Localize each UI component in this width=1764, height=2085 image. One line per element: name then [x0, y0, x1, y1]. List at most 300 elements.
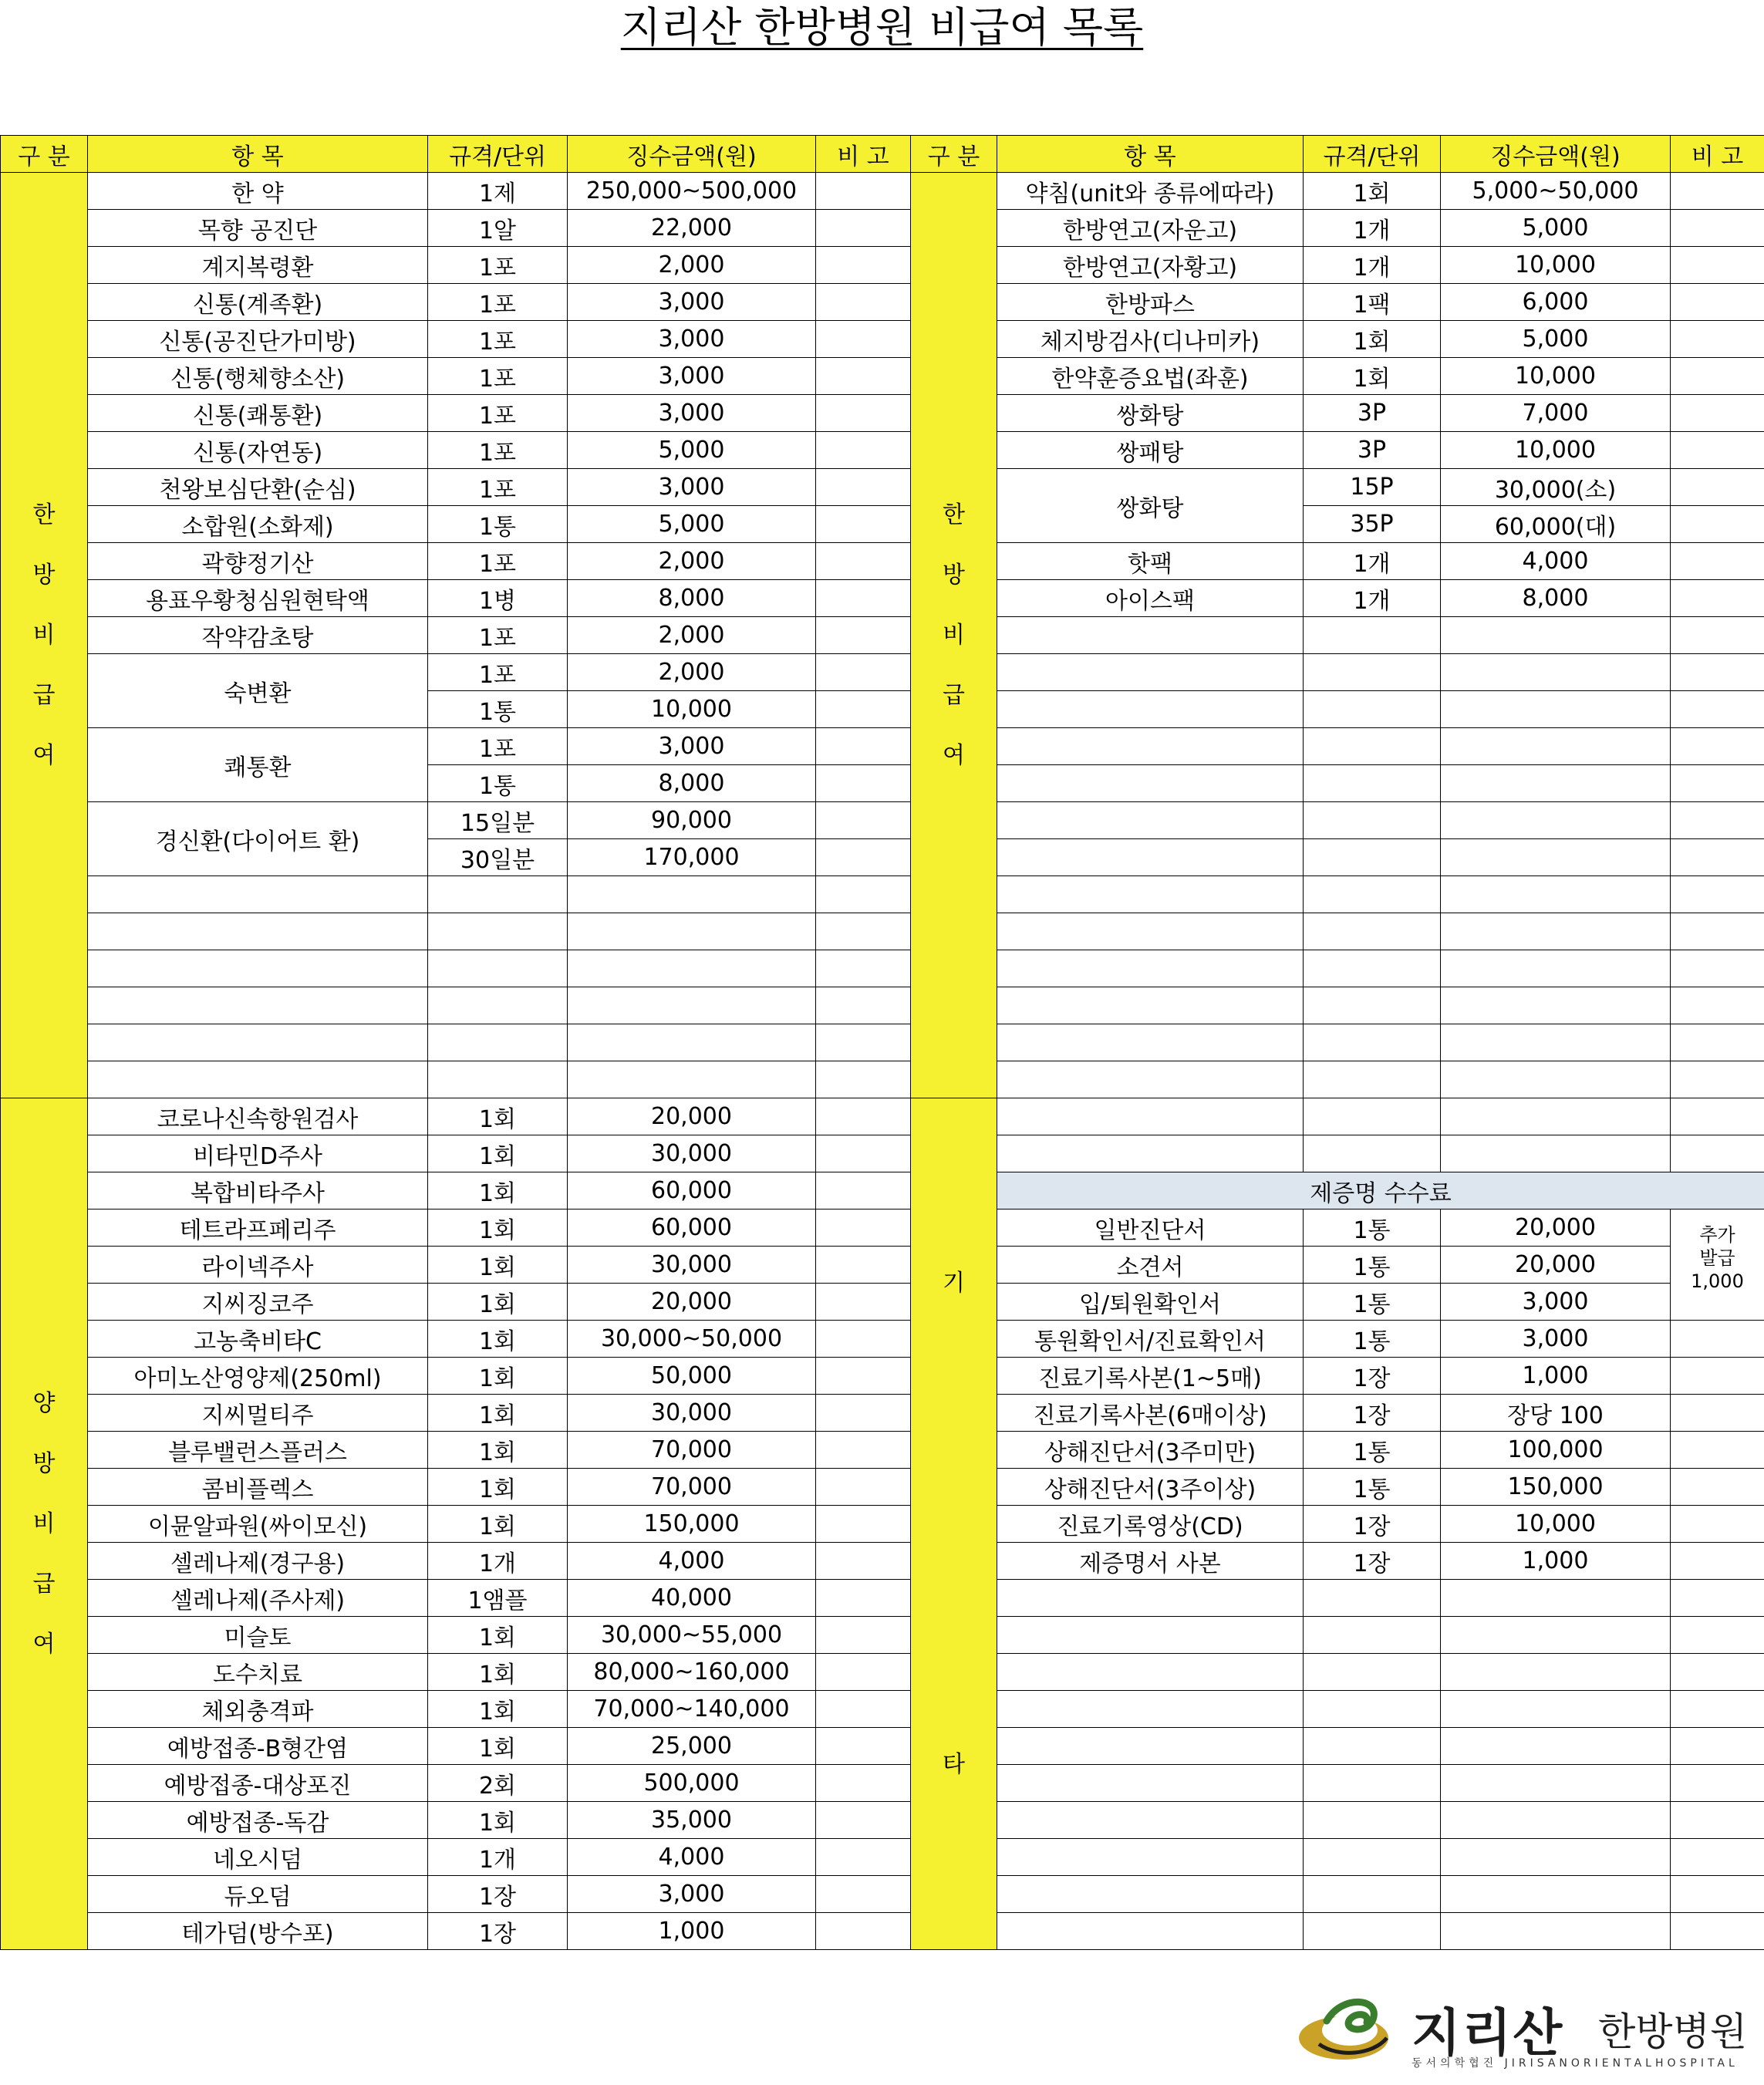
- item-unit: 1통: [1304, 1432, 1441, 1469]
- item-note: [816, 173, 911, 210]
- table-cell: [1304, 802, 1441, 839]
- item-note: [816, 1543, 911, 1580]
- item-price: 20,000: [1441, 1247, 1671, 1284]
- item-note: [816, 1321, 911, 1358]
- table-cell: [1441, 1024, 1671, 1061]
- table-cell: [997, 765, 1304, 802]
- item-unit: 1포: [428, 321, 568, 358]
- table-cell: [1441, 1580, 1671, 1617]
- table-cell: [88, 1024, 428, 1061]
- table-cell: [997, 1580, 1304, 1617]
- table-cell: [1304, 1691, 1441, 1728]
- item-name: 제증명서 사본: [997, 1543, 1304, 1580]
- table-cell: [88, 950, 428, 987]
- table-cell: [1304, 1024, 1441, 1061]
- table-cell: [428, 950, 568, 987]
- table-cell: [1441, 1691, 1671, 1728]
- item-note: [1671, 210, 1764, 247]
- table-cell: [1441, 691, 1671, 728]
- item-note: [816, 728, 911, 765]
- item-name: 한약훈증요법(좌훈): [997, 358, 1304, 395]
- item-unit: 1통: [428, 691, 568, 728]
- table-row: [1, 876, 1764, 913]
- table-cell: [1671, 1135, 1764, 1172]
- table-cell: [1304, 654, 1441, 691]
- item-unit: 2회: [428, 1765, 568, 1802]
- item-price: 2,000: [568, 617, 816, 654]
- item-note: [1671, 543, 1764, 580]
- item-price: 7,000: [1441, 395, 1671, 432]
- item-name: 이뮨알파원(싸이모신): [88, 1506, 428, 1543]
- item-name: 한방연고(자운고): [997, 210, 1304, 247]
- table-cell: [568, 1061, 816, 1098]
- item-name: 콤비플렉스: [88, 1469, 428, 1506]
- table-row: [1, 1061, 1764, 1098]
- table-cell: [997, 691, 1304, 728]
- item-note: [1671, 506, 1764, 543]
- item-name: 목향 공진단: [88, 210, 428, 247]
- table-row: [1, 1876, 1764, 1913]
- table-row: [1, 1135, 1764, 1172]
- item-name: 예방접종-독감: [88, 1802, 428, 1839]
- item-name: 신통(공진단가미방): [88, 321, 428, 358]
- item-price: 40,000: [568, 1580, 816, 1617]
- item-note: [816, 1876, 911, 1913]
- item-note: [816, 1839, 911, 1876]
- item-note: [1671, 173, 1764, 210]
- item-unit: 1회: [1304, 358, 1441, 395]
- table-row: [1, 469, 1764, 506]
- table-cell: [1671, 1061, 1764, 1098]
- table-cell: [1441, 765, 1671, 802]
- item-price: 20,000: [1441, 1210, 1671, 1247]
- item-name: 천왕보심단환(순심): [88, 469, 428, 506]
- item-note: [1671, 358, 1764, 395]
- item-price: 60,000: [568, 1172, 816, 1210]
- item-name: 비타민D주사: [88, 1135, 428, 1172]
- table-cell: [1441, 1135, 1671, 1172]
- item-note: [1671, 580, 1764, 617]
- table-cell: [1441, 1728, 1671, 1765]
- table-cell: [997, 617, 1304, 654]
- table-row: [1, 1247, 1764, 1284]
- item-name: 통원확인서/진료확인서: [997, 1321, 1304, 1358]
- item-note: [816, 617, 911, 654]
- item-name: 일반진단서: [997, 1210, 1304, 1247]
- item-note: [816, 1247, 911, 1284]
- table-cell: [1441, 1617, 1671, 1654]
- item-unit: 1포: [428, 358, 568, 395]
- item-unit: 1제: [428, 173, 568, 210]
- table-cell: [1671, 1098, 1764, 1135]
- item-unit: 1회: [428, 1172, 568, 1210]
- table-cell: [997, 1839, 1304, 1876]
- item-unit: 1개: [1304, 210, 1441, 247]
- item-note: [1671, 284, 1764, 321]
- item-price: 3,000: [568, 469, 816, 506]
- item-unit: 1회: [428, 1135, 568, 1172]
- table-cell: [1304, 1876, 1441, 1913]
- item-price: 70,000~140,000: [568, 1691, 816, 1728]
- table-row: [1, 1321, 1764, 1358]
- item-unit: 3P: [1304, 395, 1441, 432]
- table-cell: [1441, 1913, 1671, 1950]
- item-unit: 1개: [1304, 543, 1441, 580]
- item-price: 8,000: [568, 765, 816, 802]
- table-cell: [1671, 691, 1764, 728]
- table-cell: [1671, 617, 1764, 654]
- table-cell: [1441, 1839, 1671, 1876]
- table-cell: [1441, 654, 1671, 691]
- item-name: 체지방검사(디나미카): [997, 321, 1304, 358]
- item-price: 3,000: [568, 395, 816, 432]
- table-cell: [1671, 765, 1764, 802]
- item-note: [816, 1913, 911, 1950]
- item-price: 150,000: [568, 1506, 816, 1543]
- table-cell: [1441, 1061, 1671, 1098]
- item-unit: 1통: [1304, 1321, 1441, 1358]
- logo-mark-icon: [1296, 1990, 1404, 2067]
- item-unit: 1개: [428, 1543, 568, 1580]
- table-cell: [1441, 1802, 1671, 1839]
- table-cell: [1304, 1728, 1441, 1765]
- item-price: 8,000: [1441, 580, 1671, 617]
- item-price: 1,000: [568, 1913, 816, 1950]
- item-name: 지씨징코주: [88, 1284, 428, 1321]
- table-cell: [1671, 913, 1764, 950]
- table-cell: [997, 1728, 1304, 1765]
- table-row: [1, 1728, 1764, 1765]
- item-price: 3,000: [568, 358, 816, 395]
- table-cell: [1671, 1913, 1764, 1950]
- item-name: 체외충격파: [88, 1691, 428, 1728]
- logo-name: 지리산: [1412, 2003, 1564, 2063]
- table-row: [1, 1395, 1764, 1432]
- item-unit: 1장: [1304, 1543, 1441, 1580]
- item-price: 22,000: [568, 210, 816, 247]
- item-name: 핫팩: [997, 543, 1304, 580]
- item-unit: 1회: [428, 1358, 568, 1395]
- item-price: 60,000(대): [1441, 506, 1671, 543]
- item-note: [1671, 1506, 1764, 1543]
- item-price: 70,000: [568, 1469, 816, 1506]
- item-price: 3,000: [568, 728, 816, 765]
- item-note: [1671, 1358, 1764, 1395]
- item-price: 5,000~50,000: [1441, 173, 1671, 210]
- table-cell: [1671, 728, 1764, 765]
- item-note: [816, 1691, 911, 1728]
- table-cell: [816, 987, 911, 1024]
- item-price: 30,000: [568, 1135, 816, 1172]
- item-price: 2,000: [568, 654, 816, 691]
- table-cell: [1671, 950, 1764, 987]
- item-name: 도수치료: [88, 1654, 428, 1691]
- header-unit: 규격/단위: [1304, 136, 1441, 173]
- table-cell: [1441, 913, 1671, 950]
- item-unit: 1앰플: [428, 1580, 568, 1617]
- table-row: [1, 617, 1764, 654]
- item-note: [816, 395, 911, 432]
- item-unit: 1개: [1304, 247, 1441, 284]
- table-cell: [1671, 1802, 1764, 1839]
- item-note: [816, 691, 911, 728]
- item-name: 복합비타주사: [88, 1172, 428, 1210]
- table-row: [1, 284, 1764, 321]
- item-unit: 1회: [428, 1098, 568, 1135]
- table-cell: [997, 1061, 1304, 1098]
- item-price: 1,000: [1441, 1358, 1671, 1395]
- item-name: 듀오덤: [88, 1876, 428, 1913]
- item-price: 30,000: [568, 1247, 816, 1284]
- item-unit: 1개: [1304, 580, 1441, 617]
- item-name: 셀레나제(경구용): [88, 1543, 428, 1580]
- item-price: 150,000: [1441, 1469, 1671, 1506]
- table-cell: [997, 987, 1304, 1024]
- item-name: 예방접종-대상포진: [88, 1765, 428, 1802]
- item-price: 4,000: [568, 1543, 816, 1580]
- table-row: [1, 432, 1764, 469]
- item-name: 입/퇴원확인서: [997, 1284, 1304, 1321]
- item-unit: 1회: [428, 1284, 568, 1321]
- item-note: [816, 284, 911, 321]
- table-cell: [997, 1802, 1304, 1839]
- table-row: [1, 1506, 1764, 1543]
- table-row: [1, 1543, 1764, 1580]
- table-cell: [1671, 987, 1764, 1024]
- item-name: 네오시덤: [88, 1839, 428, 1876]
- item-note: [816, 506, 911, 543]
- item-unit: 1통: [428, 506, 568, 543]
- table-cell: [1671, 839, 1764, 876]
- item-note: [816, 1802, 911, 1839]
- item-note: [816, 1654, 911, 1691]
- table-cell: [1304, 691, 1441, 728]
- item-name: 예방접종-B형간염: [88, 1728, 428, 1765]
- item-note: [816, 1728, 911, 1765]
- table-cell: [997, 1913, 1304, 1950]
- item-unit: 1장: [1304, 1395, 1441, 1432]
- table-cell: [997, 1691, 1304, 1728]
- item-price: 장당 100: [1441, 1395, 1671, 1432]
- item-note: [816, 1172, 911, 1210]
- item-name: 진료기록사본(1~5매): [997, 1358, 1304, 1395]
- item-price: 8,000: [568, 580, 816, 617]
- table-cell: [1671, 1691, 1764, 1728]
- header-unit: 규격/단위: [428, 136, 568, 173]
- item-price: 2,000: [568, 247, 816, 284]
- item-price: 80,000~160,000: [568, 1654, 816, 1691]
- table-cell: [997, 913, 1304, 950]
- item-unit: 1포: [428, 543, 568, 580]
- table-row: [1, 1913, 1764, 1950]
- item-name: 블루밸런스플러스: [88, 1432, 428, 1469]
- item-name: 아미노산영양제(250ml): [88, 1358, 428, 1395]
- page-title: 지리산 한방병원 비급여 목록: [620, 3, 1144, 52]
- table-cell: [1671, 1617, 1764, 1654]
- table-row: [1, 1617, 1764, 1654]
- item-note: [1671, 1395, 1764, 1432]
- item-unit: 1장: [428, 1913, 568, 1950]
- category-western: 양 방 비 급 여: [1, 1098, 88, 1950]
- table-cell: [1441, 987, 1671, 1024]
- item-name: 신통(쾌통환): [88, 395, 428, 432]
- table-cell: [428, 987, 568, 1024]
- table-cell: [997, 1024, 1304, 1061]
- table-cell: [1441, 1654, 1671, 1691]
- item-price: 35,000: [568, 1802, 816, 1839]
- table-row: [1, 1098, 1764, 1135]
- item-price: 20,000: [568, 1098, 816, 1135]
- table-cell: [1671, 876, 1764, 913]
- non-covered-price-table: [0, 135, 1764, 1950]
- item-note: [1671, 395, 1764, 432]
- item-name: 고농축비타C: [88, 1321, 428, 1358]
- item-note: [816, 247, 911, 284]
- table-cell: [1304, 950, 1441, 987]
- table-cell: [1304, 839, 1441, 876]
- table-row: [1, 1654, 1764, 1691]
- logo-name-suffix: 한방병원: [1598, 2009, 1748, 2054]
- table-cell: [1304, 1765, 1441, 1802]
- table-row: [1, 580, 1764, 617]
- item-note: [816, 358, 911, 395]
- item-name: 테트라프페리주: [88, 1210, 428, 1247]
- table-cell: [88, 987, 428, 1024]
- table-cell: [1441, 876, 1671, 913]
- table-cell: [428, 1024, 568, 1061]
- item-note: [816, 1098, 911, 1135]
- item-note: [816, 543, 911, 580]
- item-name: 미슬토: [88, 1617, 428, 1654]
- item-unit: 1통: [1304, 1469, 1441, 1506]
- table-cell: [997, 802, 1304, 839]
- item-price: 3,000: [568, 321, 816, 358]
- item-unit: 1장: [1304, 1506, 1441, 1543]
- item-price: 10,000: [1441, 247, 1671, 284]
- item-note: [1671, 321, 1764, 358]
- table-row: [1, 1580, 1764, 1617]
- item-name: 셀레나제(주사제): [88, 1580, 428, 1617]
- item-price: 2,000: [568, 543, 816, 580]
- category-other: 기 타: [911, 1098, 997, 1950]
- item-unit: 1개: [428, 1839, 568, 1876]
- table-cell: [997, 1135, 1304, 1172]
- item-unit: 1회: [428, 1617, 568, 1654]
- item-name: 지씨멀티주: [88, 1395, 428, 1432]
- item-price: 4,000: [568, 1839, 816, 1876]
- item-name: 신통(자연동): [88, 432, 428, 469]
- table-row: [1, 506, 1764, 543]
- item-unit: 1장: [1304, 1358, 1441, 1395]
- table-cell: [997, 1765, 1304, 1802]
- table-row: [1, 395, 1764, 432]
- item-price: 30,000~50,000: [568, 1321, 816, 1358]
- item-price: 10,000: [1441, 358, 1671, 395]
- item-name: 한방연고(자황고): [997, 247, 1304, 284]
- item-price: 5,000: [568, 506, 816, 543]
- item-note: [816, 802, 911, 839]
- table-cell: [1671, 654, 1764, 691]
- table-row: [1, 1284, 1764, 1321]
- cert-note: 추가 발급 1,000: [1671, 1210, 1764, 1321]
- table-row: [1, 1765, 1764, 1802]
- item-price: 5,000: [1441, 321, 1671, 358]
- table-cell: [1304, 617, 1441, 654]
- table-cell: [1441, 1098, 1671, 1135]
- item-unit: 1포: [428, 654, 568, 691]
- item-note: [816, 1617, 911, 1654]
- item-name: 라이넥주사: [88, 1247, 428, 1284]
- item-price: 170,000: [568, 839, 816, 876]
- header-price: 징수금액(원): [568, 136, 816, 173]
- item-price: 100,000: [1441, 1432, 1671, 1469]
- table-row: [1, 173, 1764, 210]
- table-row: [1, 321, 1764, 358]
- item-note: [816, 654, 911, 691]
- table-cell: [1441, 950, 1671, 987]
- table-row: [1, 802, 1764, 839]
- item-note: [816, 1580, 911, 1617]
- item-unit: 1통: [1304, 1247, 1441, 1284]
- table-cell: [1671, 1654, 1764, 1691]
- item-name: 신통(계족환): [88, 284, 428, 321]
- item-note: [816, 1210, 911, 1247]
- item-price: 3,000: [1441, 1284, 1671, 1321]
- item-unit: 1장: [428, 1876, 568, 1913]
- table-cell: [1304, 1061, 1441, 1098]
- header-note: 비 고: [816, 136, 911, 173]
- table-cell: [1671, 1580, 1764, 1617]
- item-name: 약침(unit와 종류에따라): [997, 173, 1304, 210]
- item-name: 숙변환: [88, 654, 428, 728]
- item-name: 한 약: [88, 173, 428, 210]
- table-cell: [997, 728, 1304, 765]
- table-cell: [997, 1098, 1304, 1135]
- table-cell: [1441, 728, 1671, 765]
- item-name: 신통(행체향소산): [88, 358, 428, 395]
- item-name: 작약감초탕: [88, 617, 428, 654]
- item-note: [816, 210, 911, 247]
- table-cell: [1441, 1765, 1671, 1802]
- table-cell: [1304, 913, 1441, 950]
- table-cell: [88, 913, 428, 950]
- table-cell: [428, 1061, 568, 1098]
- table-cell: [816, 1024, 911, 1061]
- table-cell: [1671, 1839, 1764, 1876]
- item-price: 10,000: [568, 691, 816, 728]
- item-name: 쌍화탕: [997, 395, 1304, 432]
- table-cell: [1671, 1024, 1764, 1061]
- table-cell: [568, 913, 816, 950]
- table-cell: [428, 876, 568, 913]
- item-price: 10,000: [1441, 432, 1671, 469]
- table-cell: [997, 839, 1304, 876]
- item-note: [816, 1395, 911, 1432]
- item-unit: 1회: [428, 1210, 568, 1247]
- item-price: 70,000: [568, 1432, 816, 1469]
- header-item: 항 목: [88, 136, 428, 173]
- item-unit: 1회: [1304, 173, 1441, 210]
- header-row: [1, 136, 1764, 173]
- item-price: 30,000: [568, 1395, 816, 1432]
- item-name: 용표우황청심원현탁액: [88, 580, 428, 617]
- table-row: [1, 210, 1764, 247]
- item-price: 50,000: [568, 1358, 816, 1395]
- table-cell: [997, 1876, 1304, 1913]
- table-cell: [88, 876, 428, 913]
- table-cell: [1304, 1135, 1441, 1172]
- item-unit: 1회: [428, 1321, 568, 1358]
